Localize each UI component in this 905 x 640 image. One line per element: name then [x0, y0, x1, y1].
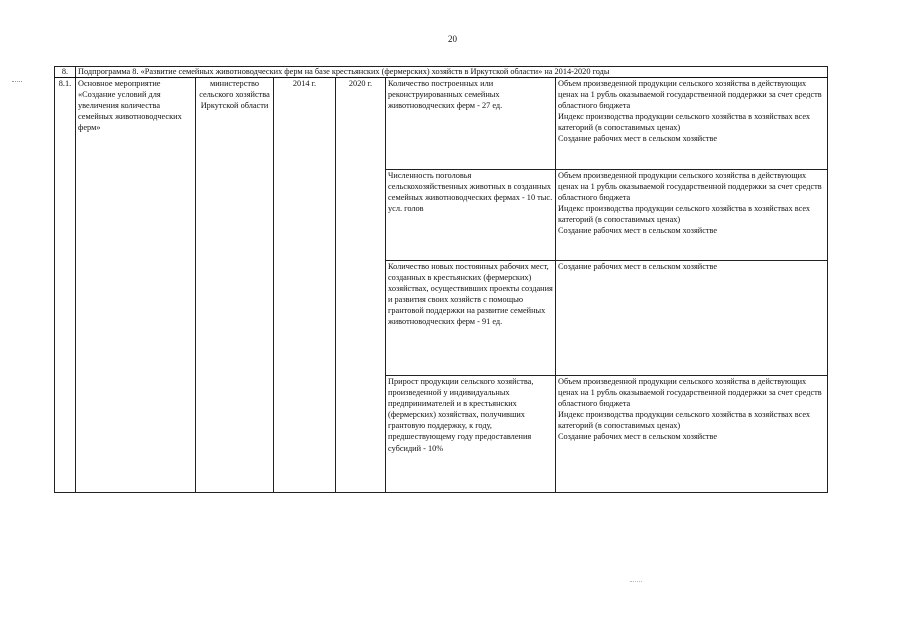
page-number: 20 [448, 34, 457, 44]
result-line: Индекс производства продукции сельского хозяйства в хозяйствах всех категорий (в сопоставимых ценах) [558, 204, 811, 225]
subprogram-header-row [55, 67, 828, 78]
result-cell [556, 261, 828, 376]
measure-executor: министерство сельского хозяйства Иркутской области [196, 78, 274, 493]
subprogram-title: Подпрограмма 8. «Развитие семейных животноводческих ферм на базе крестьянских (фермерских) хозяйств в Иркутской области» на 2014-2020 годы [76, 67, 828, 78]
result-line: Создание рабочих мест в сельском хозяйстве [558, 226, 718, 236]
result-line: Индекс производства продукции сельского хозяйства в хозяйствах всех категорий (в сопоставимых ценах) [558, 410, 811, 431]
indicator-cell: Прирост продукции сельского хозяйства, произведенной у индивидуальных предпринимателей и в крестьянских (фермерских) хозяйствах, получивших грантовую поддержку, к году, предшествующему году предоставления субсидий - 10% [386, 376, 556, 493]
end-year: 2020 г. [336, 78, 386, 493]
result-cell [556, 376, 828, 493]
result-line: Объем произведенной продукции сельского хозяйства в действующих ценах на 1 рубль оказываемой государственной поддержки за счет средств областного бюджета [558, 377, 822, 409]
program-table [54, 66, 828, 493]
result-line: Создание рабочих мест в сельском хозяйстве [558, 134, 718, 144]
indicator-cell: Количество новых постоянных рабочих мест, созданных в крестьянских (фермерских) хозяйствах, осуществивших проекты создания и развития своих хозяйств с помощью грантовой поддержки на развитие семейных животноводческих ферм - 91 ед. [386, 261, 556, 376]
start-year: 2014 г. [274, 78, 336, 493]
indicator-cell: Количество построенных или реконструированных семейных животноводческих ферм - 27 ед. [386, 78, 556, 170]
subprogram-number: 8. [55, 67, 76, 78]
scan-mark [12, 81, 22, 83]
result-line: Создание рабочих мест в сельском хозяйстве [558, 432, 718, 442]
result-cell [556, 78, 828, 170]
result-line: Объем произведенной продукции сельского хозяйства в действующих ценах на 1 рубль оказываемой государственной поддержки за счет средств областного бюджета [558, 79, 822, 111]
measure-number: 8.1. [55, 78, 76, 493]
result-line: Создание рабочих мест в сельском хозяйстве [558, 262, 718, 271]
result-line: Индекс производства продукции сельского хозяйства в хозяйствах всех категорий (в сопоставимых ценах) [558, 112, 811, 133]
result-cell [556, 170, 828, 261]
result-line: Объем произведенной продукции сельского хозяйства в действующих ценах на 1 рубль оказываемой государственной поддержки за счет средств областного бюджета [558, 171, 822, 203]
indicator-cell: Численность поголовья сельскохозяйственных животных в созданных семейных животноводческих фермах - 10 тыс. усл. голов [386, 170, 556, 261]
scan-mark [630, 581, 642, 583]
table-row [55, 78, 828, 170]
measure-name: Основное мероприятие «Создание условий для увеличения количества семейных животноводческих ферм» [76, 78, 196, 493]
